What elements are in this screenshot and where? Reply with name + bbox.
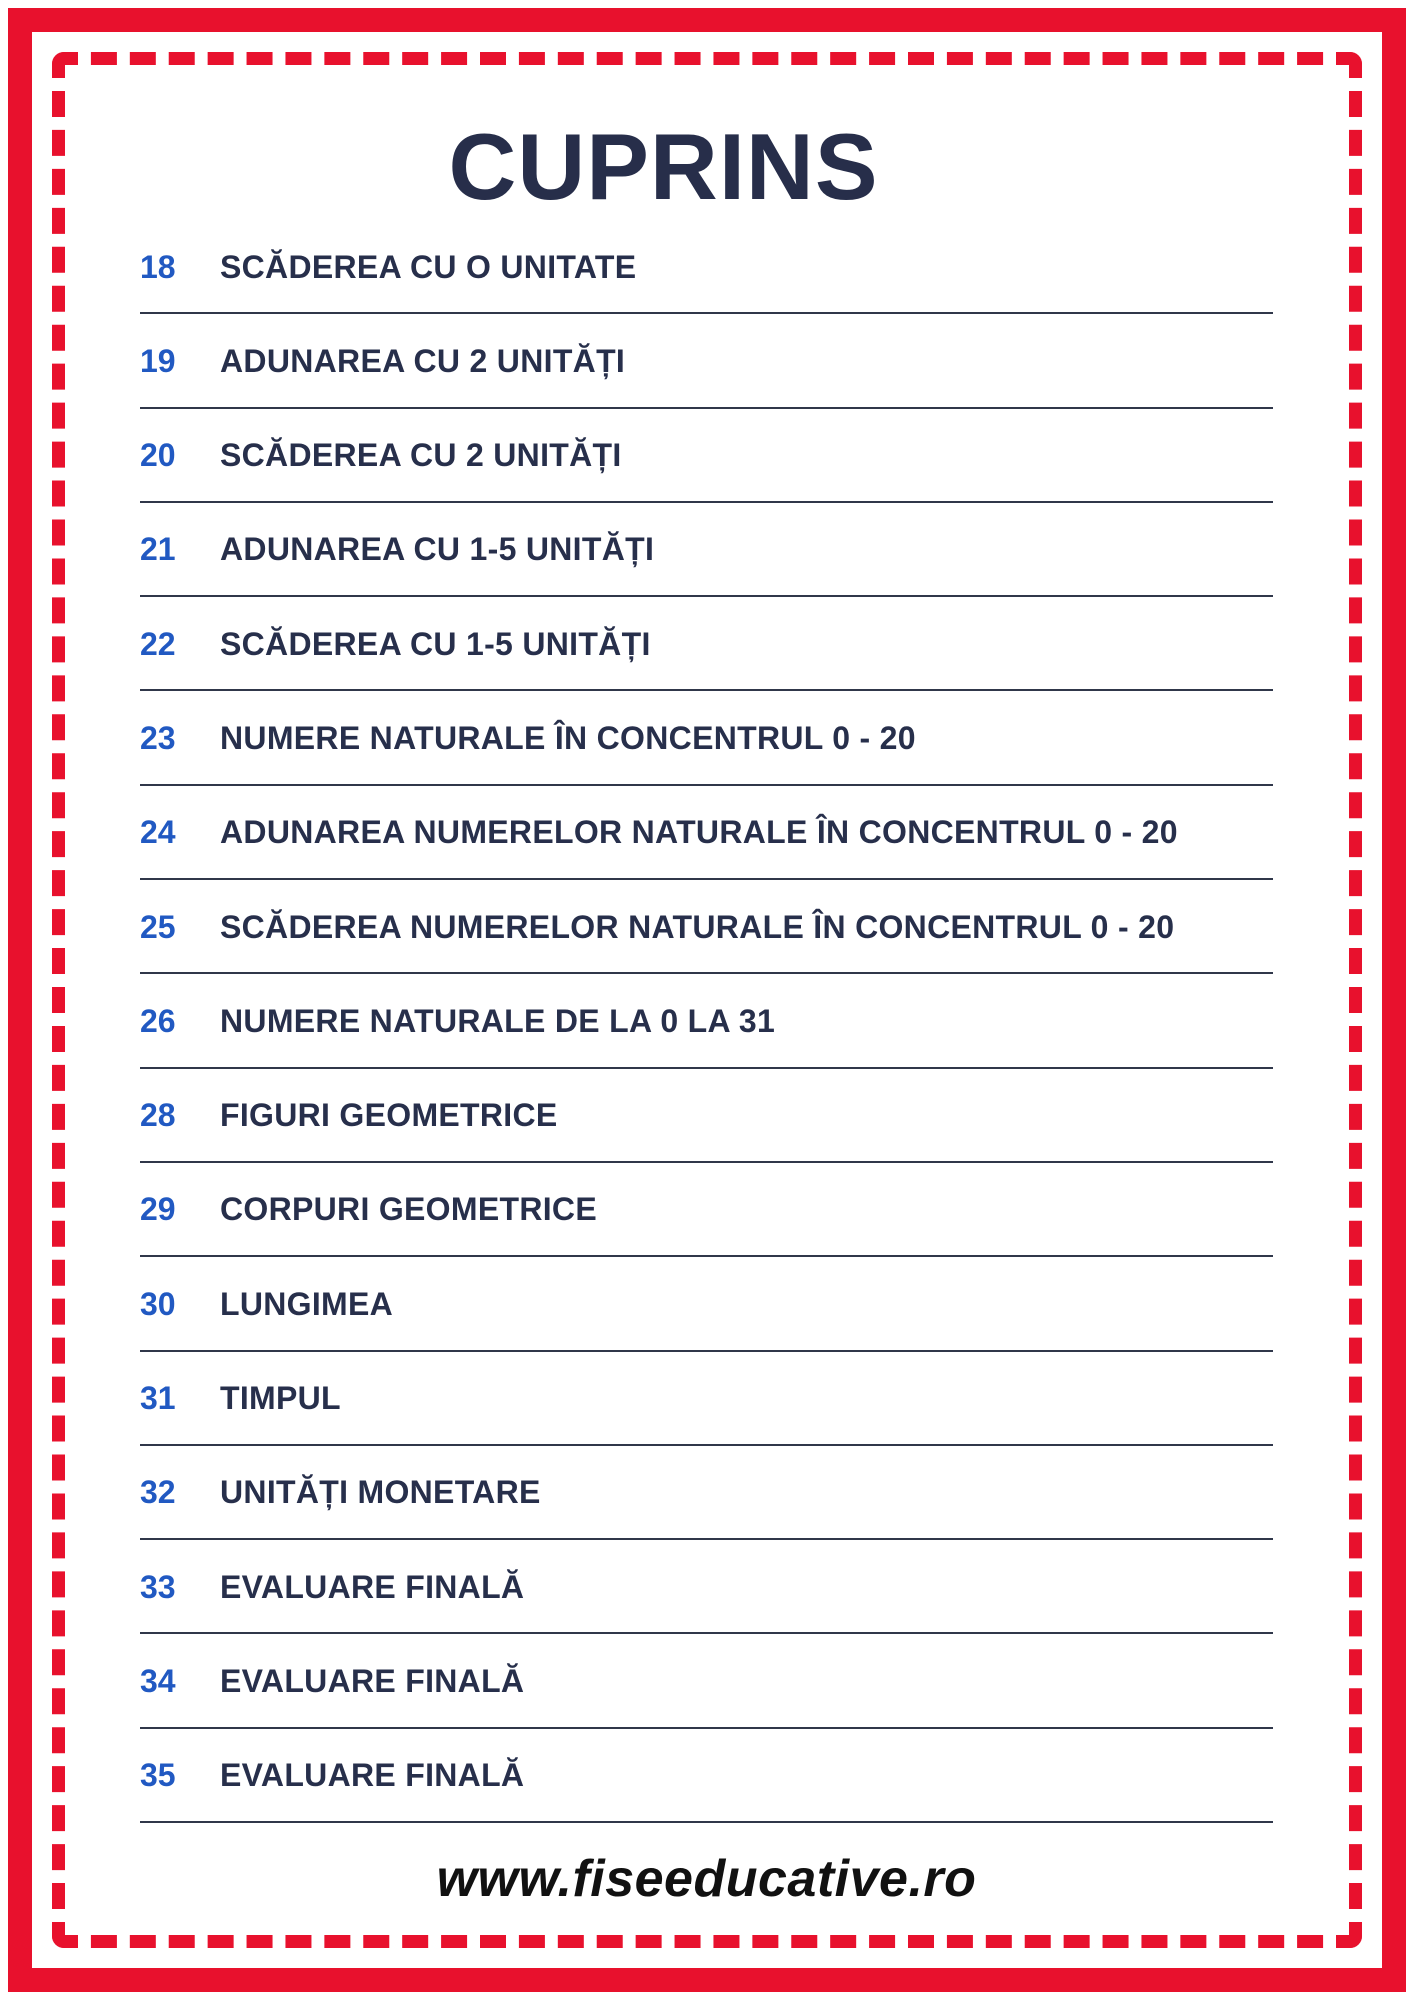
toc-entry [140,1071,1273,1165]
toc-entry-line [140,788,1273,878]
separator-line [140,1821,1273,1823]
toc-entry [140,693,1273,787]
toc-entry-title: LUNGIMEA [220,1285,394,1322]
toc-list [140,222,1273,1825]
toc-entry-line [140,882,1273,972]
toc-entry-title: NUMERE NATURALE DE LA 0 LA 31 [220,1002,776,1039]
separator-line [140,595,1273,597]
toc-entry-title: FIGURI GEOMETRICE [220,1097,558,1134]
toc-entry-title: SCĂDEREA CU 2 UNITĂȚI [220,437,622,474]
toc-entry-title: NUMERE NATURALE ÎN CONCENTRUL 0 - 20 [220,719,916,756]
toc-entry-line [140,693,1273,783]
toc-entry-line [140,599,1273,689]
toc-entry-title: EVALUARE FINALĂ [220,1568,525,1605]
toc-entry-line [140,505,1273,595]
toc-entry-title: UNITĂȚI MONETARE [220,1474,541,1511]
toc-entry-page-number: 32 [140,1474,176,1511]
page-title: CUPRINS [448,114,879,219]
toc-entry [140,411,1273,505]
toc-entry-page-number: 28 [140,1097,176,1134]
toc-entry-line [140,976,1273,1066]
toc-entry-page-number: 30 [140,1285,176,1322]
separator-line [140,501,1273,503]
separator-line [140,1538,1273,1540]
toc-entry-line [140,316,1273,406]
toc-entry-page-number: 35 [140,1757,176,1794]
toc-entry [140,505,1273,599]
separator-line [140,784,1273,786]
toc-entry-line [140,1636,1273,1726]
toc-entry [140,1259,1273,1353]
toc-entry-title: CORPURI GEOMETRICE [220,1191,597,1228]
toc-entry [140,1448,1273,1542]
toc-entry [140,1636,1273,1730]
toc-entry [140,976,1273,1070]
toc-entry [140,1731,1273,1825]
toc-entry-title: SCĂDEREA CU 1-5 UNITĂȚI [220,625,651,662]
separator-line [140,972,1273,974]
separator-line [140,1444,1273,1446]
toc-entry-page-number: 19 [140,342,176,379]
toc-entry-line [140,1071,1273,1161]
toc-entry-line [140,1354,1273,1444]
toc-entry-page-number: 23 [140,719,176,756]
separator-line [140,1161,1273,1163]
separator-line [140,1632,1273,1634]
toc-entry-title: EVALUARE FINALĂ [220,1757,525,1794]
toc-entry-title: SCĂDEREA CU O UNITATE [220,248,637,285]
toc-entry-title: ADUNAREA CU 1-5 UNITĂȚI [220,531,655,568]
toc-entry-line [140,411,1273,501]
toc-entry-line [140,222,1273,312]
toc-content [140,70,1273,1909]
toc-entry-title: TIMPUL [220,1380,341,1417]
toc-entry-page-number: 26 [140,1002,176,1039]
separator-line [140,1067,1273,1069]
toc-entry-page-number: 25 [140,908,176,945]
toc-entry-line [140,1731,1273,1821]
toc-entry-page-number: 34 [140,1662,176,1699]
separator-line [140,1727,1273,1729]
toc-entry [140,222,1273,316]
separator-line [140,312,1273,314]
toc-entry-page-number: 18 [140,248,176,285]
toc-entry-page-number: 29 [140,1191,176,1228]
website-url: www.fiseeducative.ro [436,1850,977,1909]
toc-entry-page-number: 22 [140,625,176,662]
toc-entry-line [140,1542,1273,1632]
toc-entry-page-number: 24 [140,814,176,851]
toc-entry-title: SCĂDEREA NUMERELOR NATURALE ÎN CONCENTRUL 0 - 20 [220,908,1175,945]
toc-entry-title: ADUNAREA NUMERELOR NATURALE ÎN CONCENTRUL 0 - 20 [220,814,1178,851]
separator-line [140,689,1273,691]
toc-entry [140,1542,1273,1636]
toc-entry-page-number: 20 [140,437,176,474]
toc-entry-page-number: 33 [140,1568,176,1605]
separator-line [140,1350,1273,1352]
toc-entry-page-number: 21 [140,531,176,568]
toc-entry-line [140,1448,1273,1538]
toc-entry [140,1165,1273,1259]
separator-line [140,1255,1273,1257]
toc-entry [140,1354,1273,1448]
toc-entry [140,316,1273,410]
toc-entry-line [140,1165,1273,1255]
toc-entry [140,599,1273,693]
toc-entry-page-number: 31 [140,1380,176,1417]
toc-entry-title: EVALUARE FINALĂ [220,1662,525,1699]
toc-entry-title: ADUNAREA CU 2 UNITĂȚI [220,342,626,379]
separator-line [140,878,1273,880]
toc-entry [140,882,1273,976]
toc-entry-line [140,1259,1273,1349]
toc-entry [140,788,1273,882]
separator-line [140,407,1273,409]
